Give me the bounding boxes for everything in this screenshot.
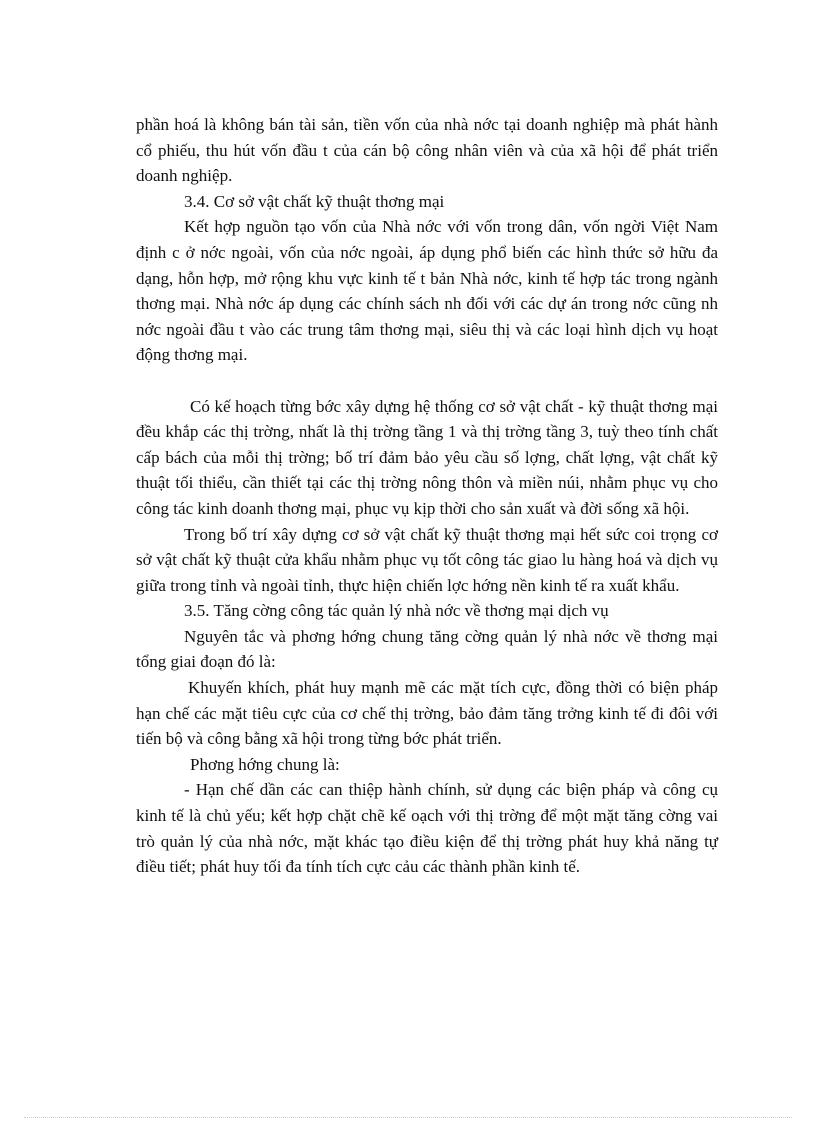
section-heading-3-5: 3.5. Tăng cờng công tác quản lý nhà nớc về thơng mại dịch vụ xyxy=(184,601,609,621)
section-heading-3-4: 3.4. Cơ sở vật chất kỹ thuật thơng mại xyxy=(184,191,445,211)
paragraph-management-principles: Nguyên tắc và phơng hớng chung tăng cờng quản lý nhà nớc về thơng mại tổng giai đoạn đó là: xyxy=(136,626,718,672)
page-bottom-divider xyxy=(24,1117,792,1118)
blank-line xyxy=(136,368,718,394)
paragraph-infrastructure-plan: Có kế hoạch từng bớc xây dựng hệ thống cơ sở vật chất - kỹ thuật thơng mại đều khắp các thị trờng, nhất là thị trờng tầng 1 và thị trờng tầng 3, tuỳ theo tính chất cấp bách của mỗi thị trờng; bố trí đảm bảo yêu cầu số lợng, chất lợng, vật chất kỹ thuật tối thiểu, cần thiết tại các thị trờng nông thôn và miền núi, nhằm phục vụ cho công tác kinh doanh thơng mại, phục vụ kịp thời cho sản xuất và đời sống xã hội. xyxy=(136,396,718,518)
paragraph-encourage-positives: Khuyến khích, phát huy mạnh mẽ các mặt tích cực, đồng thời có biện pháp hạn chế các mặt tiêu cực của cơ chế thị trờng, bảo đảm tăng trởng kinh tế đi đôi với tiến bộ và công bằng xã hội trong từng bớc phát triển. xyxy=(136,678,718,749)
document-body xyxy=(136,112,718,880)
paragraph-general-direction: Phơng hớng chung là: xyxy=(190,754,340,774)
paragraph-limit-intervention: - Hạn chế dần các can thiệp hành chính, sử dụng các biện pháp và công cụ kinh tế là chủ yếu; kết hợp chặt chẽ kế oạch với thị trờng để một mặt tăng cờng vai trò quản lý của nhà nớc, mặt khác tạo điều kiện để thị trờng phát huy khả năng tự điều tiết; phát huy tối đa tính tích cực cảu các thành phần kinh tế. xyxy=(136,780,718,877)
paragraph-continuation: phần hoá là không bán tài sản, tiền vốn của nhà nớc tại doanh nghiệp mà phát hành cổ phiếu, thu hút vốn đầu t của cán bộ công nhân viên và của xã hội để phát triển doanh nghiệp. xyxy=(136,115,718,186)
paragraph-capital-sources: Kết hợp nguồn tạo vốn của Nhà nớc với vốn trong dân, vốn ngời Việt Nam định c ở nớc ngoài, vốn của nớc ngoài, áp dụng phổ biến các hình thức sở hữu đa dạng, hỗn hợp, mở rộng khu vực kinh tế t bản Nhà nớc, kinh tế hợp tác trong ngành thơng mại. Nhà nớc áp dụng các chính sách nh đối với các dự án trong nớc cũng nh nớc ngoài đầu t vào các trung tâm thơng mại, siêu thị và các loại hình dịch vụ hoạt động thơng mại. xyxy=(136,217,718,365)
paragraph-border-gate-facilities: Trong bố trí xây dựng cơ sở vật chất kỹ thuật thơng mại hết sức coi trọng cơ sở vật chất kỹ thuật cửa khẩu nhằm phục vụ tốt công tác giao lu hàng hoá và dịch vụ giữa trong tỉnh và ngoài tỉnh, thực hiện chiến lợc hớng nền kinh tế ra xuất khẩu. xyxy=(136,524,718,595)
